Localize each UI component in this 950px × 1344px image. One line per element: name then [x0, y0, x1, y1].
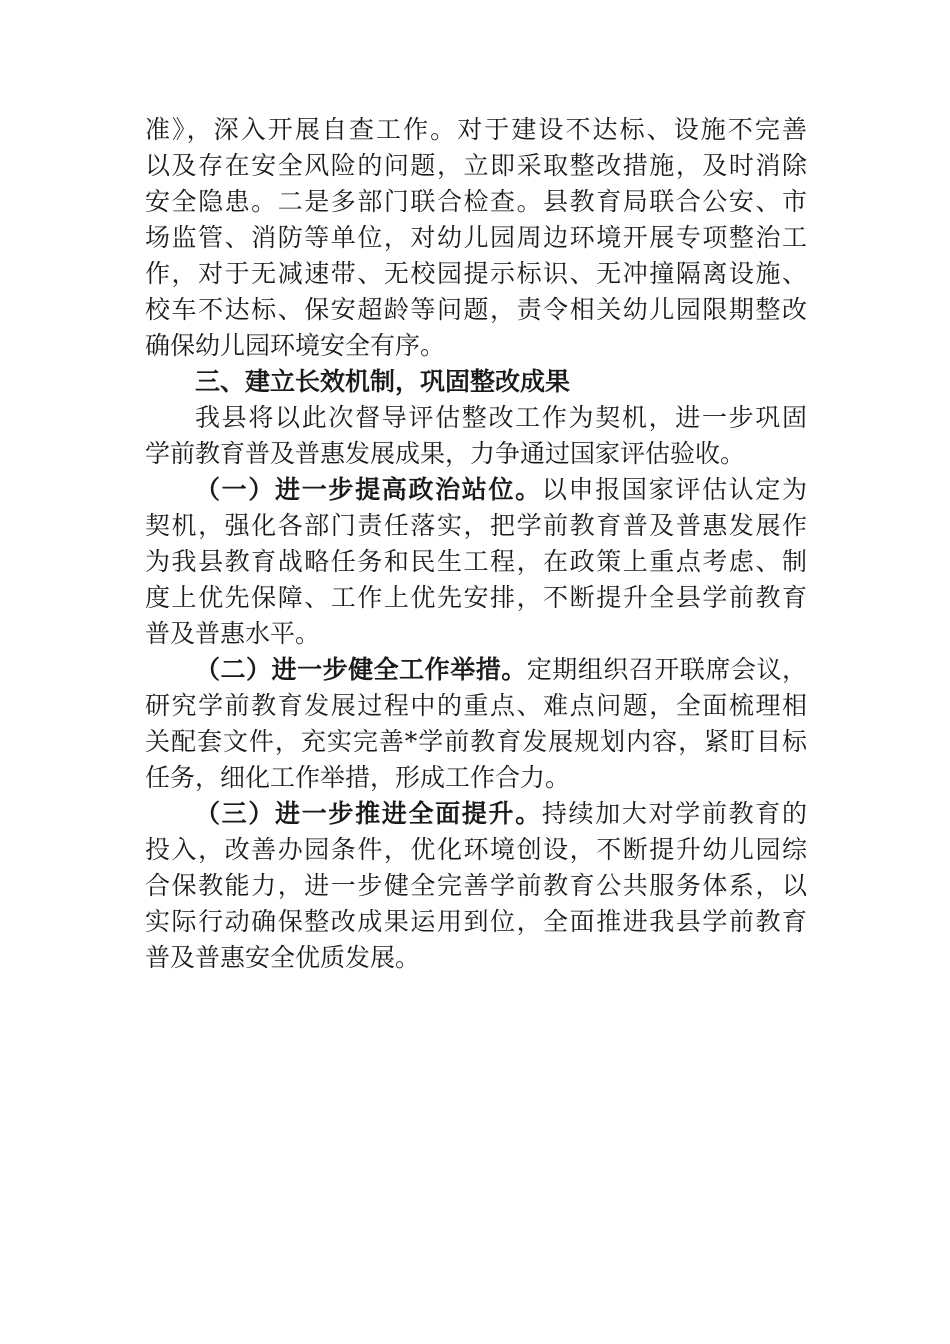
item-text: 以申报国家评估认定为	[541, 475, 807, 504]
text-line: 普及普惠安全优质发展。	[145, 943, 421, 972]
item-lead: （三）进一步推进全面提升。	[195, 799, 542, 828]
text-line: 度上优先保障、工作上优先安排，不断提升全县学前教育	[145, 583, 807, 612]
text-line: 以及存在安全风险的问题，立即采取整改措施，及时消除	[145, 151, 807, 180]
text-line: 确保幼儿园环境安全有序。	[145, 331, 446, 360]
text-line: 合保教能力，进一步健全完善学前教育公共服务体系，以	[145, 871, 807, 900]
text-line: 研究学前教育发展过程中的重点、难点问题，全面梳理相	[145, 691, 807, 720]
paragraph-item-3	[145, 796, 807, 976]
paragraph-item-2	[145, 652, 807, 796]
text-line: 准》，深入开展自查工作。对于建设不达标、设施不完善	[145, 115, 807, 144]
text-line: 投入，改善办园条件，优化环境创设，不断提升幼儿园综	[145, 835, 807, 864]
paragraph-intro	[145, 400, 807, 472]
text-line	[145, 652, 807, 688]
text-line: 作，对于无减速带、无校园提示标识、无冲撞隔离设施、	[145, 259, 807, 288]
text-line: 场监管、消防等单位，对幼儿园周边环境开展专项整治工	[145, 223, 807, 252]
text-line: 任务，细化工作举措，形成工作合力。	[145, 763, 571, 792]
document-page	[145, 112, 807, 976]
text-line: 校车不达标、保安超龄等问题，责令相关幼儿园限期整改	[145, 295, 807, 324]
text-line	[145, 796, 807, 832]
item-lead: （二）进一步健全工作举措。	[195, 655, 527, 684]
text-line: 关配套文件，充实完善*学前教育发展规划内容，紧盯目标	[145, 727, 807, 756]
text-line	[145, 472, 807, 508]
text-line: 安全隐患。二是多部门联合检查。县教育局联合公安、市	[145, 187, 807, 216]
paragraph-continuation	[145, 112, 807, 364]
text-line: 普及普惠水平。	[145, 619, 321, 648]
text-line: 我县将以此次督导评估整改工作为契机，进一步巩固	[195, 403, 807, 432]
text-line: 契机，强化各部门责任落实，把学前教育普及普惠发展作	[145, 511, 807, 540]
text-line: 为我县教育战略任务和民生工程，在政策上重点考虑、制	[145, 547, 807, 576]
item-text: 持续加大对学前教育的	[541, 799, 807, 828]
item-lead: （一）进一步提高政治站位。	[195, 475, 542, 504]
item-text: 定期组织召开联席会议，	[526, 655, 807, 684]
text-line: 学前教育普及普惠发展成果，力争通过国家评估验收。	[145, 439, 746, 468]
paragraph-item-1	[145, 472, 807, 652]
section-heading: 三、建立长效机制，巩固整改成果	[195, 367, 571, 396]
text-line: 实际行动确保整改成果运用到位，全面推进我县学前教育	[145, 907, 807, 936]
